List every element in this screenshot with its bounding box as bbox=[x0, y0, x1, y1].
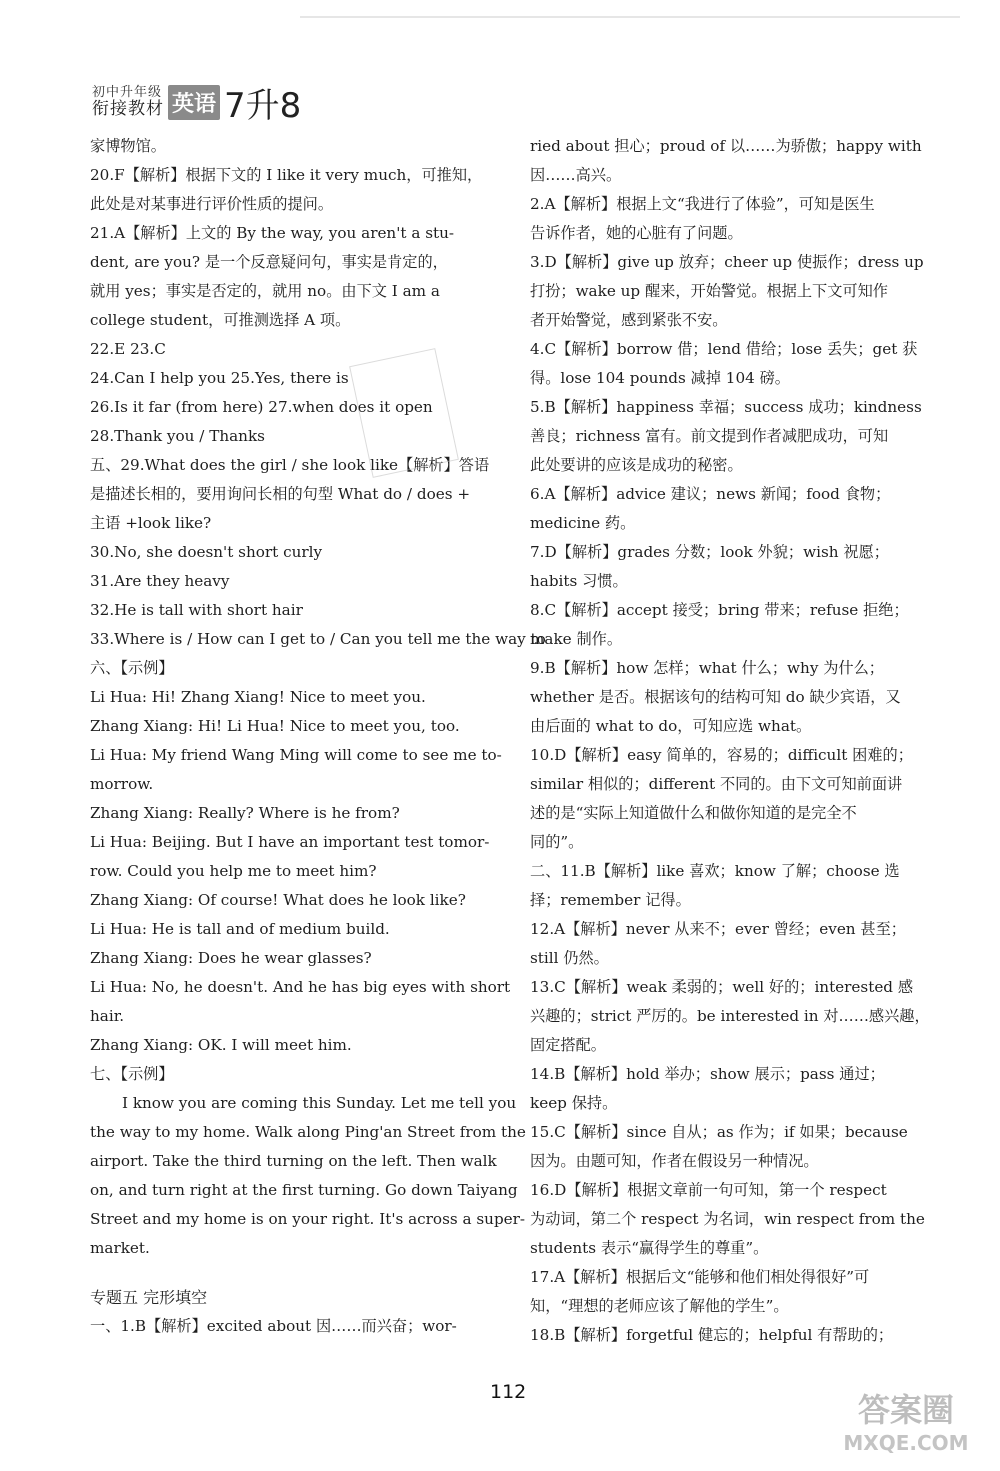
text-line: 知，“理想的老师应该了解他的学生”。 bbox=[530, 1297, 789, 1315]
text-line: medicine 药。 bbox=[530, 514, 636, 532]
text-line: 9.B【解析】how 怎样；what 什么；why 为什么； bbox=[530, 659, 884, 677]
text-line: 是描述长相的，要用询问长相的句型 What do / does + bbox=[90, 485, 471, 503]
text-line: dent, are you? 是一个反意疑问句，事实是肯定的， bbox=[90, 253, 448, 271]
text-line: 32.He is tall with short hair bbox=[90, 601, 303, 619]
text-line: 因……高兴。 bbox=[530, 166, 622, 184]
text-line: 14.B【解析】hold 举办；show 展示；pass 通过； bbox=[530, 1065, 885, 1083]
paragraph-line: on, and turn right at the first turning. Go down Taiyang bbox=[90, 1181, 518, 1199]
text-line: 告诉作者，她的心脏有了问题。 bbox=[530, 224, 743, 242]
grade-label: 7升8 bbox=[224, 85, 302, 126]
paragraph-line: Street and my home is on your right. It's across a super- bbox=[90, 1210, 526, 1228]
text-line: 4.C【解析】borrow 借；lend 借给；lose 丢失；get 获 bbox=[530, 340, 918, 358]
text-line: 18.B【解析】forgetful 健忘的；helpful 有帮助的； bbox=[530, 1326, 894, 1344]
text-line: college student，可推测选择 A 项。 bbox=[90, 311, 351, 329]
text-line: 固定搭配。 bbox=[530, 1036, 606, 1054]
text-line: 20.F【解析】根据下文的 I like it very much，可推知， bbox=[90, 166, 483, 184]
text-line: Li Hua: He is tall and of medium build. bbox=[90, 920, 390, 938]
page-number: 112 bbox=[490, 1381, 527, 1403]
text-line: 22.E 23.C bbox=[90, 340, 166, 358]
text-line: 得。lose 104 pounds 减掉 104 磅。 bbox=[530, 369, 790, 387]
text-line: 五、29.What does the girl / she look like【解析】答语 bbox=[90, 456, 490, 474]
text-line: morrow. bbox=[90, 775, 154, 793]
text-line: 33.Where is / How can I get to / Can you tell me the way to bbox=[90, 630, 546, 648]
text-line: 8.C【解析】accept 接受；bring 带来；refuse 拒绝； bbox=[530, 601, 909, 619]
paragraph-line: airport. Take the third turning on the left. Then walk bbox=[90, 1152, 497, 1170]
text-line: hair. bbox=[90, 1007, 125, 1025]
text-line: 28.Thank you / Thanks bbox=[90, 427, 265, 445]
text-line: 一、1.B【解析】excited about 因……而兴奋；wor- bbox=[90, 1317, 457, 1335]
paragraph-line: market. bbox=[90, 1239, 150, 1257]
text-line: Zhang Xiang: Hi! Li Hua! Nice to meet you, too. bbox=[90, 717, 460, 735]
text-line: 17.A【解析】根据后文“能够和他们相处得很好”可 bbox=[530, 1268, 870, 1286]
text-line: 15.C【解析】since 自从；as 作为；if 如果；because bbox=[530, 1123, 908, 1141]
text-line: row. Could you help me to meet him? bbox=[90, 862, 377, 880]
text-line: 主语 +look like? bbox=[90, 514, 212, 532]
book-header bbox=[92, 80, 301, 124]
text-line: Zhang Xiang: Does he wear glasses? bbox=[90, 949, 372, 967]
paragraph-line: I know you are coming this Sunday. Let me tell you bbox=[122, 1094, 517, 1112]
text-line: students 表示“赢得学生的尊重”。 bbox=[530, 1239, 769, 1257]
text-line: whether 是否。根据该句的结构可知 do 缺少宾语，又 bbox=[530, 688, 901, 706]
text-line: 21.A【解析】上文的 By the way, you aren't a stu- bbox=[90, 224, 455, 242]
text-line: 七、【示例】 bbox=[90, 1065, 174, 1083]
text-line: still 仍然。 bbox=[530, 949, 609, 967]
text-line: 10.D【解析】easy 简单的，容易的；difficult 困难的； bbox=[530, 746, 913, 764]
text-line: 16.D【解析】根据文章前一句可知，第一个 respect bbox=[530, 1181, 887, 1199]
text-line: keep 保持。 bbox=[530, 1094, 618, 1112]
text-line: 7.D【解析】grades 分数；look 外貌；wish 祝愿； bbox=[530, 543, 889, 561]
text-line: 兴趣的；strict 严厉的。be interested in 对……感兴趣， bbox=[530, 1007, 930, 1025]
text-line: 由后面的 what to do，可知应选 what。 bbox=[530, 717, 812, 735]
text-line: 3.D【解析】give up 放弃；cheer up 使振作；dress up bbox=[530, 253, 924, 271]
text-line: make 制作。 bbox=[530, 630, 623, 648]
text-line: 13.C【解析】weak 柔弱的；well 好的；interested 感 bbox=[530, 978, 914, 996]
top-rule bbox=[300, 16, 960, 18]
text-line: Zhang Xiang: OK. I will meet him. bbox=[90, 1036, 352, 1054]
text-line: 六、【示例】 bbox=[90, 659, 174, 677]
text-line: similar 相似的；different 不同的。由下文可知前面讲 bbox=[530, 775, 903, 793]
text-line: 6.A【解析】advice 建议；news 新闻；food 食物； bbox=[530, 485, 891, 503]
text-line: Li Hua: Beijing. But I have an important test tomor- bbox=[90, 833, 490, 851]
right-column bbox=[530, 132, 930, 1350]
text-line: 述的是“实际上知道做什么和做你知道的是完全不 bbox=[530, 804, 857, 822]
text-line: 12.A【解析】never 从来不；ever 曾经；even 甚至； bbox=[530, 920, 906, 938]
text-line: 31.Are they heavy bbox=[90, 572, 230, 590]
text-line: 此处是对某事进行评价性质的提问。 bbox=[90, 195, 333, 213]
site-watermark-logo bbox=[826, 1376, 986, 1464]
series-line-2: 衔接教材 bbox=[92, 99, 164, 119]
text-line: 5.B【解析】happiness 幸福；success 成功；kindness bbox=[530, 398, 922, 416]
text-line: Zhang Xiang: Really? Where is he from? bbox=[90, 804, 400, 822]
text-line: 30.No, she doesn't short curly bbox=[90, 543, 323, 561]
watermark-text: 答案圈 bbox=[857, 1391, 954, 1429]
paragraph-line: the way to my home. Walk along Ping'an Street from the bbox=[90, 1123, 526, 1141]
subject-badge: 英语 bbox=[168, 85, 220, 120]
text-line: ried about 担心；proud of 以……为骄傲；happy with bbox=[530, 137, 922, 155]
left-column bbox=[90, 132, 546, 1341]
text-line: 家博物馆。 bbox=[90, 137, 166, 155]
text-line: 善良；richness 富有。前文提到作者减肥成功，可知 bbox=[530, 427, 889, 445]
series-name bbox=[92, 86, 164, 118]
watermark-url: MXQE.COM bbox=[843, 1431, 969, 1455]
text-line: Li Hua: Hi! Zhang Xiang! Nice to meet you. bbox=[90, 688, 426, 706]
text-line: Li Hua: No, he doesn't. And he has big eyes with short bbox=[90, 978, 511, 996]
text-line: 就用 yes；事实是否定的，就用 no。由下文 I am a bbox=[90, 282, 440, 300]
text-line: 者开始警觉，感到紧张不安。 bbox=[530, 311, 728, 329]
text-line: 打扮；wake up 醒来，开始警觉。根据上下文可知作 bbox=[530, 282, 888, 300]
series-line-1: 初中升年级 bbox=[92, 85, 163, 100]
text-line: 为动词，第二个 respect 为名词，win respect from the bbox=[530, 1210, 925, 1228]
text-line: Li Hua: My friend Wang Ming will come to see me to- bbox=[90, 746, 502, 764]
text-line: 同的”。 bbox=[530, 833, 584, 851]
text-line: 2.A【解析】根据上文“我进行了体验”，可知是医生 bbox=[530, 195, 875, 213]
text-line: 二、11.B【解析】like 喜欢；know 了解；choose 选 bbox=[530, 862, 900, 880]
text-line: 24.Can I help you 25.Yes, there is bbox=[90, 369, 349, 387]
text-line: 此处要讲的应该是成功的秘密。 bbox=[530, 456, 743, 474]
text-line: habits 习惯。 bbox=[530, 572, 628, 590]
text-line: 因为。由题可知，作者在假设另一种情况。 bbox=[530, 1152, 819, 1170]
text-line: 26.Is it far (from here) 27.when does it open bbox=[90, 398, 433, 416]
section-title: 专题五 完形填空 bbox=[90, 1288, 208, 1307]
text-line: 择；remember 记得。 bbox=[530, 891, 691, 909]
text-line: Zhang Xiang: Of course! What does he look like? bbox=[90, 891, 466, 909]
